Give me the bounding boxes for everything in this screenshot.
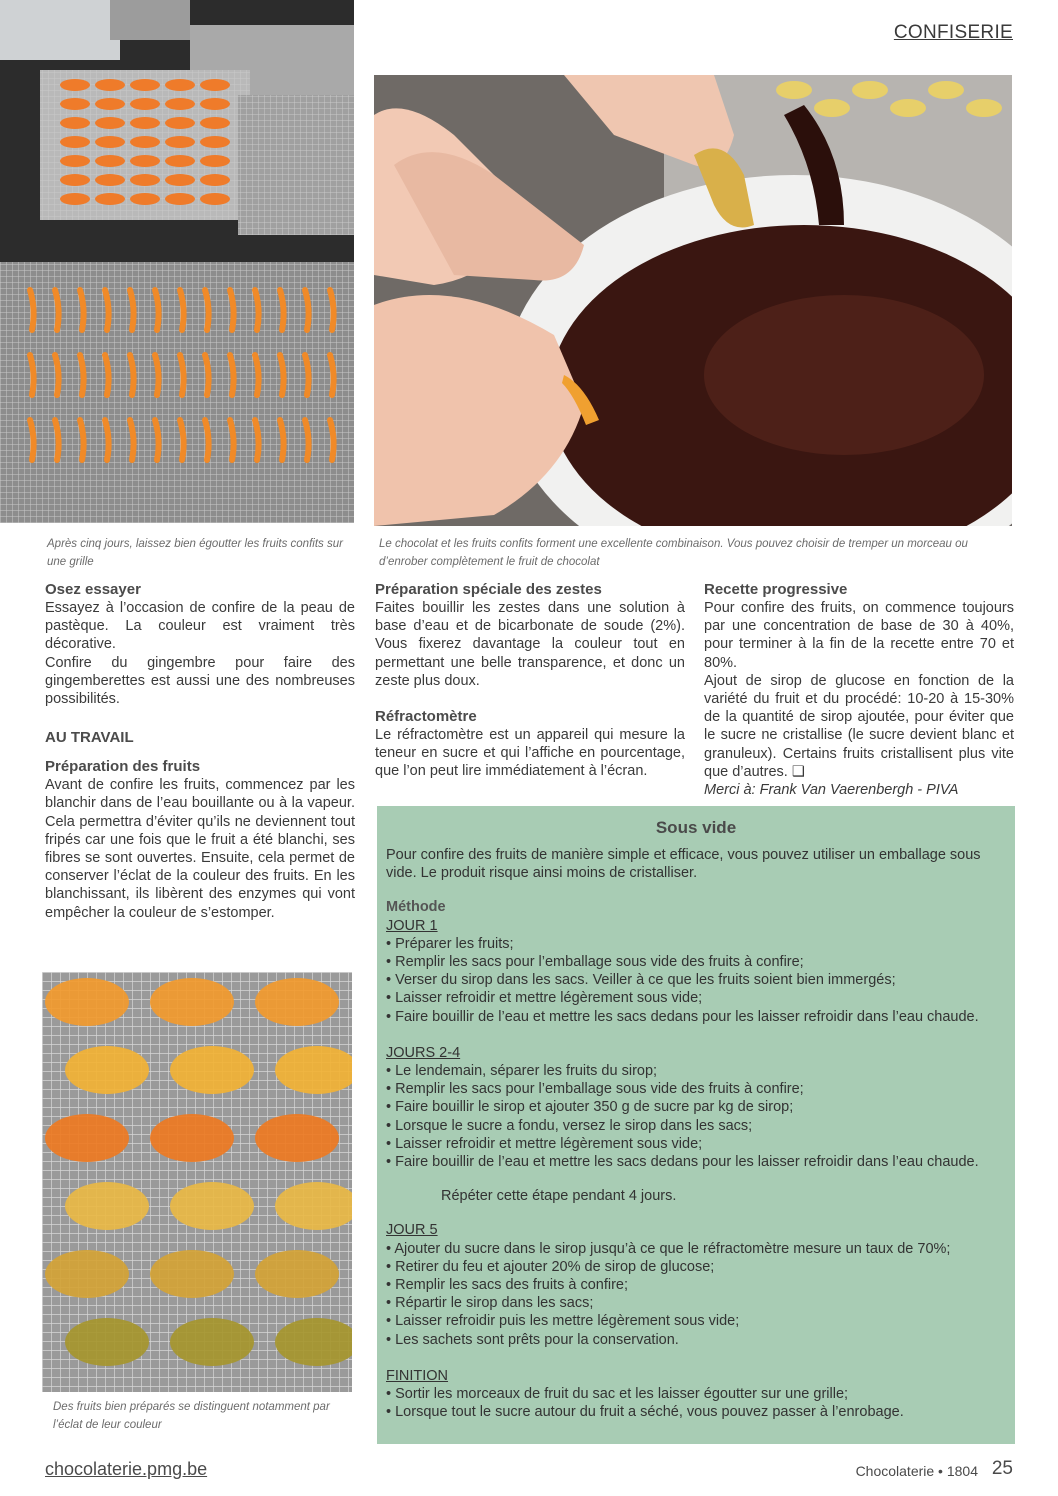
paragraph: Confire du gingembre pour faire des gingemberettes est aussi une des nombreuses possibilités.	[45, 654, 355, 708]
day-1-heading: JOUR 1	[386, 917, 438, 934]
sous-vide-intro: Pour confire des fruits de manière simple et efficace, vous pouvez utiliser un emballage sous vide. Le produit risque ainsi moins de cristalliser.	[386, 847, 981, 882]
heading-refractometre: Réfractomètre	[375, 708, 477, 726]
paragraph: Pour confire des fruits, on commence toujours par une concentration de base de 30 à 40%, pour terminer à la fin de la recette entre 70 et 80%.	[704, 600, 1014, 671]
day-5-heading: JOUR 5	[386, 1222, 438, 1239]
days-2-4-heading: JOURS 2-4	[386, 1044, 461, 1061]
photo-chocolate-dipping	[374, 75, 1012, 526]
paragraph: Avant de confire les fruits, commencez par les blanchir dans de l’eau bouillante ou à la vapeur. Cela permettra d’éviter qu’ils ne deviennent tout fripés car une fois que le fruit a été blanchi, ses fibres se sont ouvertes. Ensuite, cela permet de conserver l’éclat de la couleur des fruits. En les blanchissant, ils libèrent des enzymes qui vont empêcher la couleur de s’estomper.	[45, 777, 355, 921]
column-right	[704, 580, 1014, 799]
paragraph: Ajout de sirop de glucose en fonction de la variété du fruit et du procédé: 10-20 à 15-30% de la quantité de sirop ajoutée, pour éviter que le sucre ne cristallise (le sucre devient blanc et granuleux). Certains fruits cristallisent plus vite que d’autres. ❑	[704, 672, 1014, 780]
method-heading: Méthode	[386, 899, 446, 916]
footer-magazine-issue: Chocolaterie • 1804	[855, 1463, 978, 1479]
column-left	[45, 580, 355, 922]
caption-photo-3: Des fruits bien préparés se distinguent notamment par l’éclat de leur couleur	[53, 1401, 330, 1431]
paragraph: Essayez à l’occasion de confire de la peau de pastèque. La couleur est vraiment très décorative.	[45, 600, 355, 653]
list-item: • Verser du sirop dans les sacs. Veiller à ce que les fruits soient bien immergés;	[386, 971, 1006, 989]
list-item: • Faire bouillir de l’eau et mettre les sacs dedans pour les laisser refroidir dans l’eau chaude.	[386, 1008, 1006, 1026]
heading-recette-progressive: Recette progressive	[704, 581, 848, 598]
list-item: • Répartir le sirop dans les sacs;	[386, 1294, 1006, 1312]
list-item: • Ajouter du sucre dans le sirop jusqu’à ce que le réfractomètre mesure un taux de 70%;	[386, 1240, 1006, 1258]
list-item: • Préparer les fruits;	[386, 935, 1006, 953]
list-item: • Faire bouillir de l’eau et mettre les sacs dedans pour les laisser refroidir dans l’eau chaude.	[386, 1153, 1006, 1171]
list-item: • Le lendemain, séparer les fruits du sirop;	[386, 1062, 1006, 1080]
list-item: • Laisser refroidir et mettre légèrement sous vide;	[386, 1135, 1006, 1153]
caption-photo-2: Le chocolat et les fruits confits forment une excellente combinaison. Vous pouvez choisir de tremper un morceau ou d’enrober complètement le fruit de chocolat	[379, 538, 968, 568]
photo-candied-citrus	[42, 972, 352, 1392]
heading-osez-essayer: Osez essayer	[45, 581, 141, 598]
list-item: • Faire bouillir le sirop et ajouter 350 g de sucre par kg de sirop;	[386, 1098, 1006, 1116]
list-item: • Sortir les morceaux de fruit du sac et les laisser égoutter sur une grille;	[386, 1385, 1006, 1403]
page-number: 25	[991, 1458, 1013, 1479]
days-2-4-list	[386, 1062, 1006, 1171]
day-5-list	[386, 1240, 1006, 1349]
heading-zestes: Préparation spéciale des zestes	[375, 581, 602, 598]
list-item: • Remplir les sacs pour l’emballage sous vide des fruits à confire;	[386, 953, 1006, 971]
paragraph: Le réfractomètre est un appareil qui mesure la teneur en sucre et qui l’affiche en pourcentage, que l’on peut lire immédiatement à l’écran.	[375, 727, 685, 780]
photo-candied-peels-drying	[0, 0, 354, 523]
list-item: • Laisser refroidir et mettre légèrement sous vide;	[386, 989, 1006, 1007]
day-1-list	[386, 935, 1006, 1026]
finition-list	[386, 1385, 1006, 1421]
list-item: • Retirer du feu et ajouter 20% de sirop de glucose;	[386, 1258, 1006, 1276]
list-item: • Laisser refroidir puis les mettre légèrement sous vide;	[386, 1312, 1006, 1330]
sous-vide-box	[377, 806, 1015, 1444]
caption-photo-1: Après cinq jours, laissez bien égoutter les fruits confits sur une grille	[47, 538, 343, 568]
finition-heading: FINITION	[386, 1367, 449, 1384]
paragraph: Faites bouillir les zestes dans une solution à base d’eau et de bicarbonate de soude (2%). Vous fixerez davantage la couleur tout en permettant une belle transparence, et donc un zeste plus doux.	[375, 600, 685, 689]
section-tag: CONFISERIE	[893, 22, 1013, 43]
heading-au-travail: AU TRAVAIL	[45, 729, 134, 747]
list-item: • Lorsque tout le sucre autour du fruit a séché, vous pouvez passer à l’enrobage.	[386, 1403, 1006, 1421]
list-item: • Remplir les sacs pour l’emballage sous vide des fruits à confire;	[386, 1080, 1006, 1098]
column-middle	[375, 580, 685, 781]
list-item: • Lorsque le sucre a fondu, versez le sirop dans les sacs;	[386, 1117, 1006, 1135]
credits: Merci à: Frank Van Vaerenbergh - PIVA	[704, 782, 959, 799]
list-item: • Remplir les sacs des fruits à confire;	[386, 1276, 1006, 1294]
repeat-note: Répéter cette étape pendant 4 jours.	[441, 1188, 677, 1205]
list-item: • Les sachets sont prêts pour la conservation.	[386, 1331, 1006, 1349]
sous-vide-title: Sous vide	[655, 818, 737, 837]
heading-preparation-fruits: Préparation des fruits	[45, 758, 201, 776]
footer-website-link[interactable]: chocolaterie.pmg.be	[45, 1459, 208, 1479]
